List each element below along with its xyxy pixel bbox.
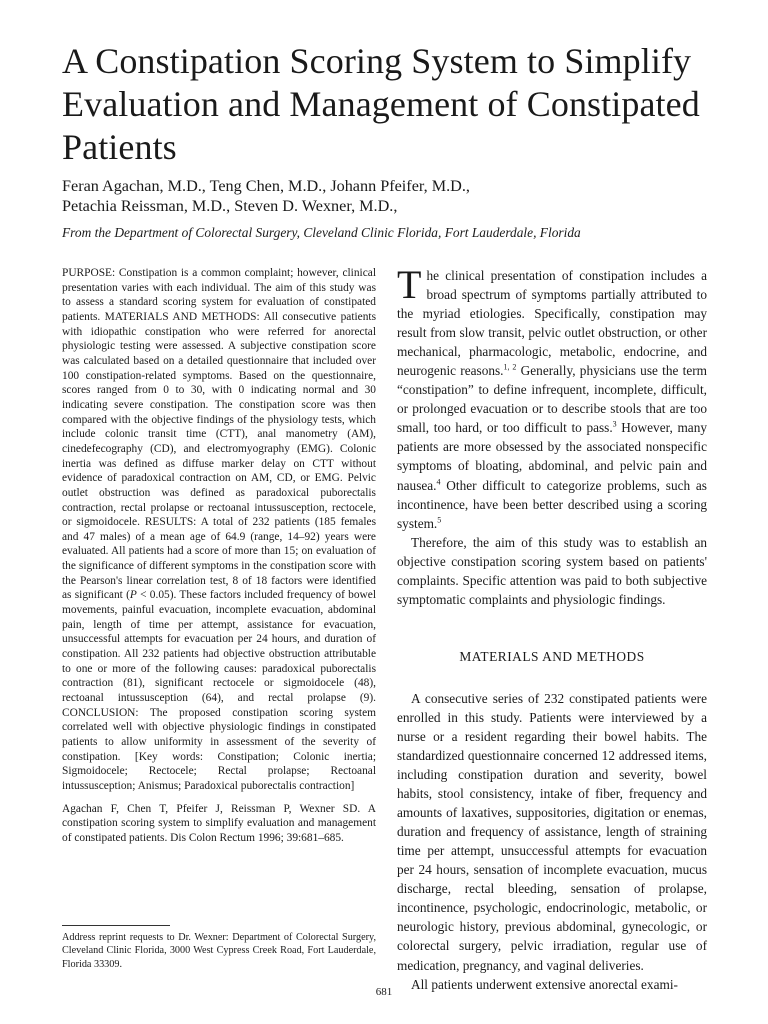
intro-text-a: he clinical presentation of constipation includes a broad spectrum of symptoms partially attributed to the myriad etiologies. Specifically, constipation may result from slow transit, pelvic outlet obstruction, or other mechanical, pharmacologic, metabolic, endocrine, and neurogenic reasons. <box>397 268 707 379</box>
page-number: 681 <box>375 986 393 998</box>
affiliation: From the Department of Colorectal Surgery, Cleveland Clinic Florida, Fort Lauderdale, Florida <box>62 225 581 240</box>
abstract-text-part-2: < 0.05). These factors included frequency of bowel movements, painful evacuation, incomplete evacuation, abdominal pain, length of time per attempt, assistance for evacuation, unsuccessful attempts for evacuation per 24 hours, and duration of constipation. All 232 patients had objective obstruction attributable to one or more of the following causes: paradoxical puborectalis contraction (81), significant rectocele or sigmoidocele (48), rectoanal intussusception (64), and rectal prolapse (9). CONCLUSION: The proposed constipation scoring system correlated well with objective physiologic findings in constipated patients to allow uniformity in assessment of the severity of constipation. [Key words: Constipation; Colonic inertia; Sigmoidocele; Rectocele; Rectal prolapse; Rectoanal intussusception; Anismus; Paradoxical puborectalis contraction] <box>62 589 377 792</box>
abstract-text-part-1: PURPOSE: Constipation is a common complaint; however, clinical presentation varies with each individual. The aim of this study was to assess a standard scoring system for evaluation of constipated patients. MATERIALS AND METHODS: All consecutive patients with idiopathic constipation who were referred for anorectal physiologic testing were assessed. A subjective constipation score was calculated based on a detailed questionnaire that included over 100 constipation-related symptoms. Based on the questionnaire, scores ranged from 0 to 30, with 0 indicating normal and 30 indicating severe constipation. The constipation score was then compared with the objective findings of the physiology tests, which include colonic transit time (CTT), anal manometry (AM), cinedefecography (CD), and electromyography (EMG). Colonic inertia was defined as diffuse marker delay on CTT without evidence of paradoxical contraction on AM, CD, or EMG. Pelvic outlet obstruction was defined as paradoxical puborectalis contraction, rectal prolapse or rectoanal intussusception, rectocele, or sigmoidocele. RESULTS: A total of 232 patients (185 females and 47 males) of a mean age of 64.9 (range, 14–92) years were evaluated. All patients had a score of more than 15; on evaluation of the significance of different symptoms in the constipation score with the Pearson's linear correlation test, 8 of 18 factors were identified as significant ( <box>62 267 376 602</box>
right-column <box>397 262 707 994</box>
section-heading-methods: MATERIALS AND METHODS <box>459 648 645 664</box>
intro-paragraph-2: Therefore, the aim of this study was to establish an objective constipation scoring system based on patients' complaints. Specific attention was paid to both subjective symptomatic complaints and physiologic findings. <box>397 534 707 607</box>
abstract-p-symbol: P <box>129 589 137 602</box>
author-line-1: Feran Agachan, M.D., Teng Chen, M.D., Johann Pfeifer, M.D., <box>62 177 470 195</box>
citation: Agachan F, Chen T, Pfeifer J, Reissman P, Wexner SD. A constipation scoring system to simplify evaluation and management of constipated patients. Dis Colon Rectum 1996; 39:681–685. <box>62 802 376 844</box>
methods-paragraph-2: All patients underwent extensive anorectal exami- <box>411 976 678 992</box>
footnote-rule <box>62 925 170 926</box>
methods-paragraph-1: A consecutive series of 232 constipated patients were enrolled in this study. Patients were interviewed by a nurse or a resident regarding their bowel habits. The standardized questionnaire concerned 12 addressed items, including constipation duration and severity, bowel habits, stool consistency, intake of fiber, frequency and amounts of laxatives, suppositories, digitation or enemas, duration and frequency of assistance, length of straining time per attempt, unsuccessful attempts for evacuation per 24 hours, sensation of incomplete evacuation, mucus discharge, rectal bleeding, sensation of prolapse, incontinence, psychologic, endocrinologic, metabolic, or neurologic history, previous abdominal, gynecologic, or colorectal surgery, pelvic irradiation, regular use of medication, pregnancy, and vaginal deliveries. <box>397 690 707 973</box>
abstract <box>62 266 376 794</box>
intro-text-b: Generally, physicians use the term “constipation” to define infrequent, incomplete, difficult, or prolonged evacuation or to describe stools that are too small, too hard, or too difficult to pass. <box>397 363 707 436</box>
reference-marker: 5 <box>437 515 442 525</box>
reference-marker: 4 <box>436 477 441 487</box>
left-column <box>62 266 376 846</box>
intro-text-d: Other difficult to categorize problems, such as incontinence, have been better described using a scoring system. <box>397 477 707 531</box>
intro-paragraph-1 <box>397 262 707 533</box>
reference-marker: 3 <box>612 419 617 429</box>
intro-text-c: However, many patients are more obsessed by the associated nonspecific symptoms of bloating, abdominal, and pelvic pain and nausea. <box>397 420 707 493</box>
author-list <box>62 176 702 216</box>
reference-marker: 1, 2 <box>503 362 517 372</box>
drop-cap: T <box>397 262 422 307</box>
author-line-2: Petachia Reissman, M.D., Steven D. Wexner, M.D., <box>62 197 398 215</box>
reprint-footnote: Address reprint requests to Dr. Wexner: Department of Colorectal Surgery, Cleveland Clinic Florida, 3000 West Cypress Creek Road, Fort Lauderdale, Florida 33309. <box>62 932 376 970</box>
article-title: A Constipation Scoring System to Simplify Evaluation and Management of Constipated Patients <box>62 41 700 167</box>
